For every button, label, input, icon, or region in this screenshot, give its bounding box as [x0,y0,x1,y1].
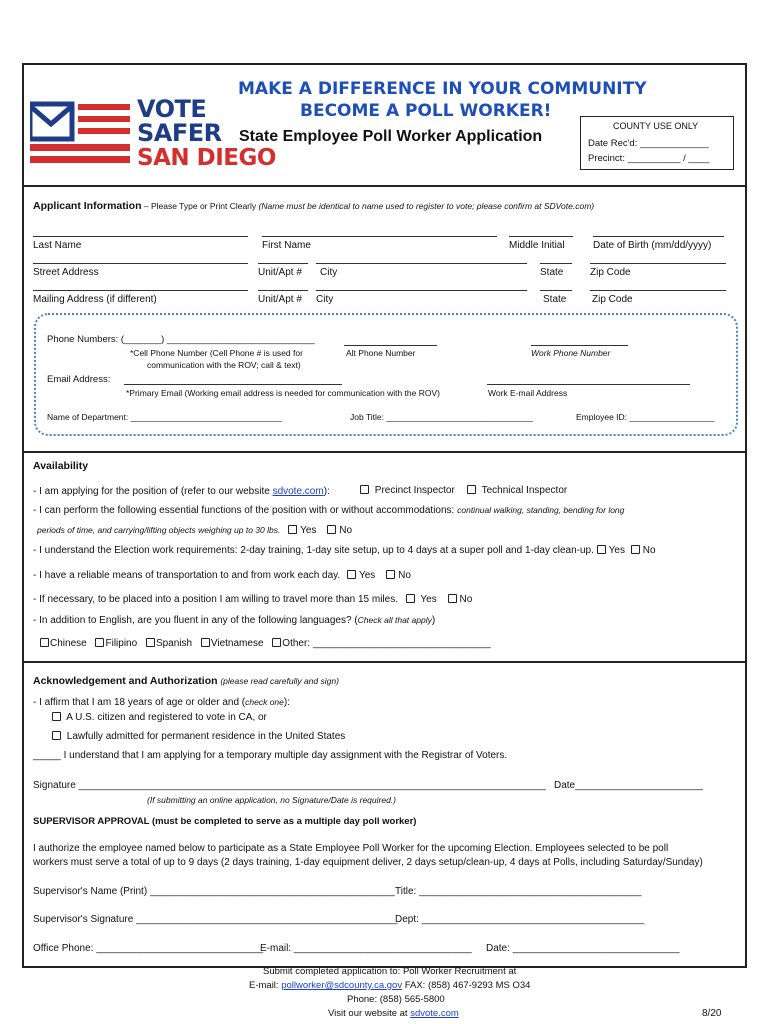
q3-text: - I understand the Election work requirements: 2-day training, 1-day site setup, up to 4 days at a super poll and 1-day clean-up. [33,545,594,556]
cell-note-2: communication with the ROV; call & text) [147,360,301,370]
applicant-heading: Applicant Information [33,200,142,212]
no-label: No [398,570,411,581]
q6-text: - In addition to English, are you fluent in any of the following languages? ( [33,615,358,626]
department-field[interactable]: Name of Department: ________________________________ [47,412,282,422]
supervisor-name-field[interactable]: Supervisor's Name (Print) ____________________________________________ [33,886,395,897]
last-name-label: Last Name [33,240,82,251]
q2-text: - I can perform the following essential functions of the position with or without accommodations: [33,505,458,516]
email-label: Email Address: [47,374,111,385]
supervisor-email-field[interactable]: E-mail: ________________________________ [260,943,472,954]
option-label: Precinct Inspector [374,485,455,496]
temp-assignment-ack[interactable]: _____ I understand that I am applying for a temporary multiple day assignment with the Registrar of Voters. [33,750,508,761]
applicant-instr-note: (Name must be identical to name used to register to vote; please confirm at SDVote.com) [258,201,595,211]
yes-label: Yes [358,570,376,581]
q6-italic: Check all that apply [357,615,432,625]
logo-safer: SAFER [137,119,222,147]
lang-label: Chinese [50,638,87,649]
work-email-label: Work E-mail Address [488,388,568,398]
state-line[interactable] [540,263,572,264]
web-prefix: Visit our website at [328,1008,411,1019]
affirm-end: ): [283,697,290,708]
fax-text: FAX: (858) 467-9293 MS O34 [402,980,531,991]
mailing-line[interactable] [33,290,248,291]
pollworker-email-link[interactable]: pollworker@sdcounty.ca.gov [281,980,403,991]
supervisor-title-field[interactable]: Title: ________________________________________ [395,886,642,897]
form-title: State Employee Poll Worker Application [239,128,543,145]
checkbox[interactable] [406,594,415,603]
applicant-instr: – Please Type or Print Clearly [141,201,259,211]
logo-vote: VOTE [137,95,207,123]
yes-label: Yes [608,545,625,556]
q2-yes[interactable] [288,525,316,536]
lang-label: Filipino [105,638,138,649]
section-divider [22,661,747,663]
checkbox[interactable] [52,731,61,740]
availability-q2 [33,505,624,516]
availability-q2-cont [37,525,352,536]
first-name-line[interactable] [262,236,497,237]
checkbox[interactable] [631,545,640,554]
alt-phone-label: Alt Phone Number [346,348,416,358]
no-label: No [459,594,473,605]
mailing-state-line[interactable] [540,290,572,291]
checkbox[interactable] [327,525,336,534]
work-email-line[interactable] [487,384,690,385]
footer-line-1: Submit completed application to: Poll Worker Recruitment at [263,966,517,977]
signature-field[interactable]: Signature ____________________________________________________________________________________ [33,780,546,791]
county-use-title: COUNTY USE ONLY [613,121,699,131]
availability-q5 [33,594,472,605]
availability-q6 [33,615,435,626]
dob-label: Date of Birth (mm/dd/yyyy) [593,240,712,251]
ack-heading: Acknowledgement and Authorization [33,675,218,687]
mailing-state-label: State [543,294,567,305]
q4-yes[interactable] [347,570,375,581]
checkbox[interactable] [597,545,606,554]
citizen-option[interactable] [52,712,267,723]
revision-date: 8/20 [702,1008,722,1019]
logo-san-diego: SAN DIEGO [137,145,276,171]
lang-vietnamese[interactable] [201,638,264,649]
street-line[interactable] [33,263,248,264]
last-name-line[interactable] [33,236,248,237]
applicant-heading-row [33,200,594,212]
online-note: (If submitting an online application, no Signature/Date is required.) [147,795,397,805]
alt-phone-line[interactable] [344,345,437,346]
lang-label: Other: ________________________________ [282,638,491,649]
q3-no[interactable] [631,545,656,556]
q6-end: ) [431,615,436,626]
sdvote-footer-link[interactable]: sdvote.com [410,1008,459,1019]
cell-note-1: *Cell Phone Number (Cell Phone # is used for [130,348,303,358]
q3-yes[interactable] [597,545,625,556]
phone-label[interactable]: Phone Numbers: (_______) ____________________________ [47,334,315,345]
resident-option[interactable] [52,731,345,742]
signature-date-field[interactable]: Date_______________________ [554,780,704,791]
zip-line[interactable] [590,263,726,264]
checkbox[interactable] [52,712,61,721]
auth-line-1: I authorize the employee named below to participate as a State Employee Poll Worker for the upcoming Election. Employees selected to be poll [33,843,669,854]
mailing-city-line[interactable] [316,290,527,291]
q2-no[interactable] [327,525,352,536]
option-label: Lawfully admitted for permanent residence in the United States [66,731,346,742]
section-divider [22,451,747,453]
work-phone-label: Work Phone Number [531,348,611,358]
lang-chinese[interactable] [40,638,87,649]
supervisor-heading: SUPERVISOR APPROVAL (must be completed to serve as a multiple day poll worker) [33,816,417,827]
q1-text: - I am applying for the position of (refer to our website [33,486,273,497]
lang-label: Vietnamese [210,638,264,649]
dob-line[interactable] [593,236,724,237]
checkbox[interactable] [448,594,457,603]
q5-yes[interactable] [406,594,437,605]
ack-heading-note: (please read carefully and sign) [220,676,339,686]
ack-heading-row [33,675,339,687]
availability-heading: Availability [33,460,89,472]
supervisor-date-field[interactable]: Date: ______________________________ [486,943,680,954]
mailing-label: Mailing Address (if different) [33,294,157,305]
no-label: No [339,525,353,536]
q4-text: - I have a reliable means of transportation to and from work each day. [33,570,341,581]
banner-line-1: MAKE A DIFFERENCE IN YOUR COMMUNITY [238,79,647,99]
lang-other[interactable] [272,638,491,649]
checkbox[interactable] [288,525,297,534]
lang-filipino[interactable] [95,638,137,649]
yes-label: Yes [300,525,317,536]
checkbox[interactable] [201,638,210,647]
primary-email-line[interactable] [124,384,342,385]
precinct-inspector-option[interactable] [360,485,455,496]
option-label: Technical Inspector [481,485,568,496]
affirm-italic: check one [245,697,284,707]
checkbox[interactable] [360,485,369,494]
city-line[interactable] [316,263,527,264]
state-label: State [540,267,564,278]
q1-end: ): [323,486,330,497]
supervisor-signature-field[interactable]: Supervisor's Signature _______________________________________________ [33,914,398,925]
job-title-field[interactable]: Job Title: _______________________________ [350,412,533,422]
middle-initial-label: Middle Initial [509,240,565,251]
q5-no[interactable] [448,594,473,605]
unit-label: Unit/Apt # [258,267,302,278]
mailing-unit-label: Unit/Apt # [258,294,302,305]
checkbox[interactable] [40,638,49,647]
street-label: Street Address [33,267,99,278]
employee-id-field[interactable]: Employee ID: __________________ [576,412,715,422]
lang-label: Spanish [155,638,193,649]
mailing-zip-line[interactable] [590,290,726,291]
q2-italic-2: periods of time, and carrying/lifting objects weighing up to 30 lbs. [37,525,281,535]
option-label: A U.S. citizen and registered to vote in CA, or [66,712,267,723]
technical-inspector-option[interactable] [467,485,567,496]
primary-email-label: *Primary Email (Working email address is needed for communication with the ROV) [126,388,440,398]
mailing-city-label: City [316,294,334,305]
footer-phone: Phone: (858) 565-5800 [347,994,445,1005]
checkbox[interactable] [146,638,155,647]
checkbox[interactable] [386,570,395,579]
office-phone-field[interactable]: Office Phone: ______________________________ [33,943,264,954]
work-phone-line[interactable] [531,345,628,346]
ack-affirm [33,697,290,708]
sdvote-link[interactable]: sdvote.com [272,486,324,497]
checkbox[interactable] [347,570,356,579]
checkbox[interactable] [272,638,281,647]
auth-line-2: workers must serve a total of up to 9 days (2 days training, 1-day equipment deliver, 2 days setup/clean-up, 4 days at Polls, including Saturday/Sunday) [33,857,703,868]
supervisor-dept-field[interactable]: Dept: ________________________________________ [395,914,645,925]
checkbox[interactable] [95,638,104,647]
section-divider [22,185,747,187]
date-recd: Date Rec'd: _____________ [588,138,709,149]
footer-web-line [328,1008,459,1019]
footer-email-line [249,980,530,991]
first-name-label: First Name [262,240,311,251]
checkbox[interactable] [467,485,476,494]
middle-initial-line[interactable] [509,236,573,237]
no-label: No [642,545,656,556]
city-label: City [320,267,338,278]
language-options [40,638,491,649]
q2-italic: continual walking, standing, bending for long [457,505,625,515]
affirm-text: - I affirm that I am 18 years of age or older and ( [33,697,246,708]
lang-spanish[interactable] [146,638,192,649]
banner-line-2: BECOME A POLL WORKER! [300,101,552,121]
zip-label: Zip Code [590,267,631,278]
precinct: Precinct: __________ / ____ [588,153,710,164]
q4-no[interactable] [386,570,411,581]
unit-line[interactable] [258,263,308,264]
mailing-zip-label: Zip Code [592,294,633,305]
availability-q3 [33,545,656,556]
availability-q4 [33,570,411,581]
mailing-unit-line[interactable] [258,290,308,291]
availability-q1 [33,486,330,497]
email-prefix: E-mail: [249,980,282,991]
q5-text: - If necessary, to be placed into a position I am willing to travel more than 15 miles. [33,594,398,605]
yes-label: Yes [420,594,437,605]
